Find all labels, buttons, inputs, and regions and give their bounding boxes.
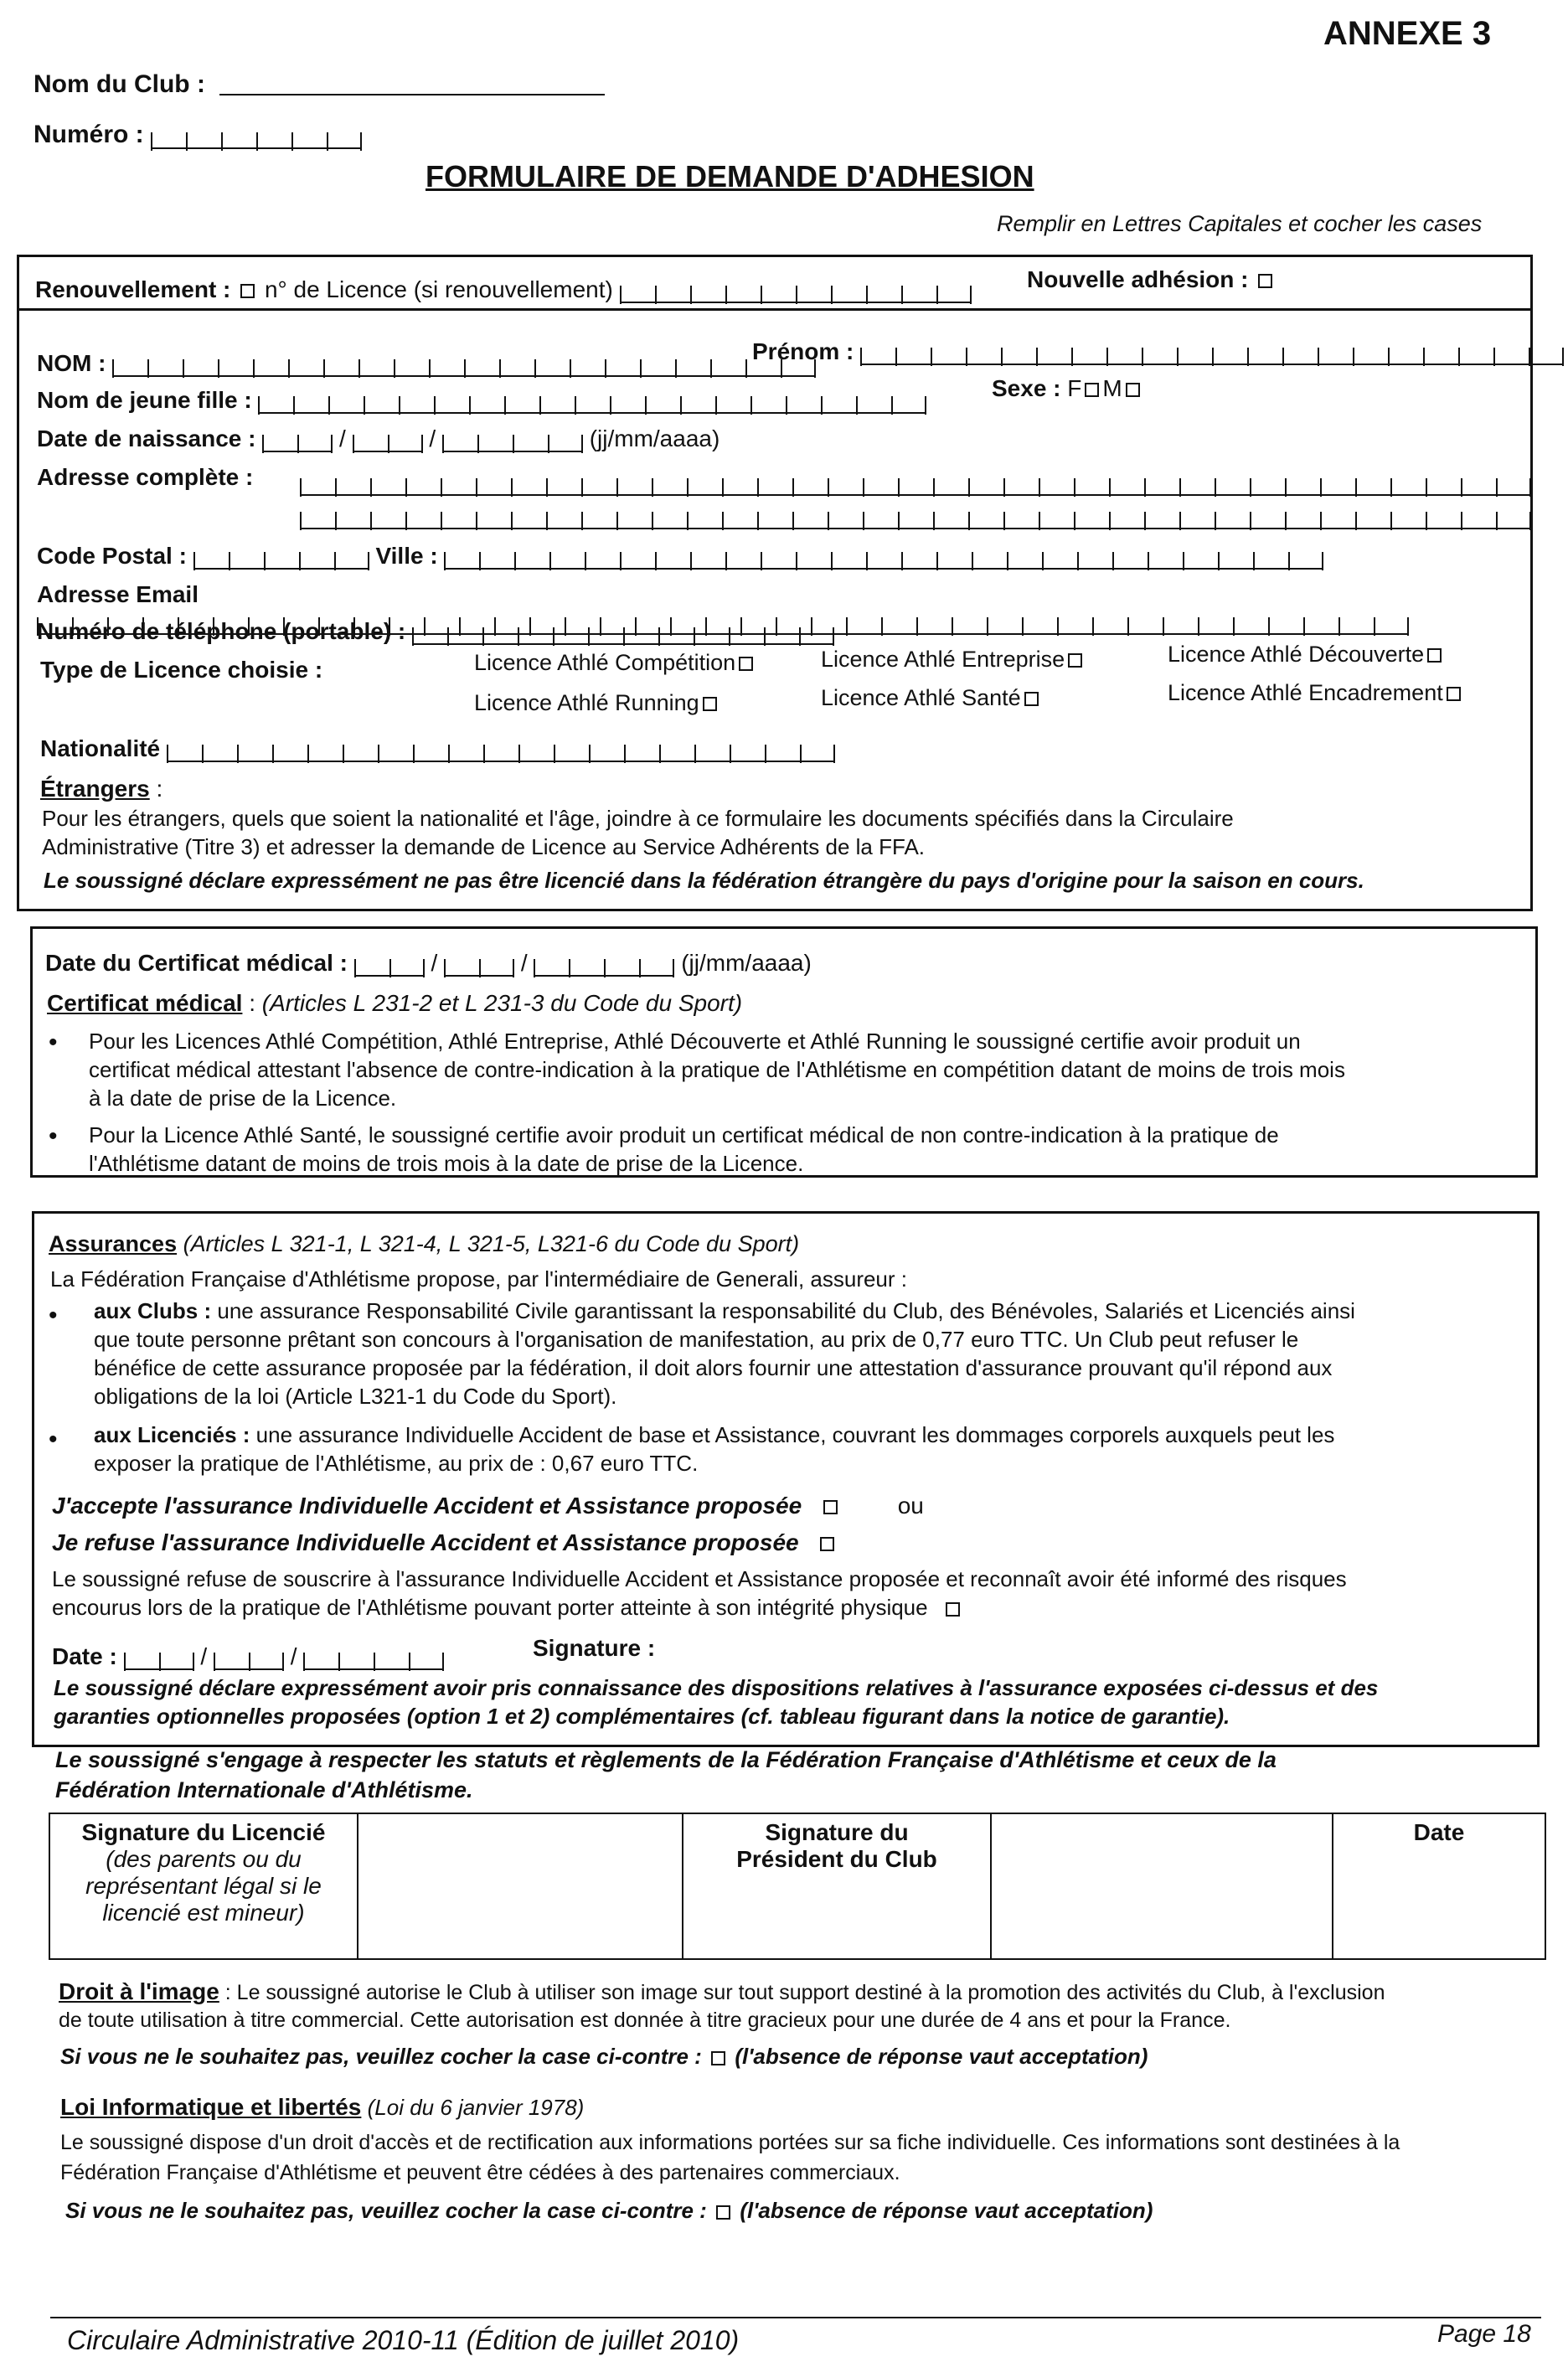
image-rights-line-1 bbox=[59, 1978, 1385, 2005]
refuse-checkbox[interactable] bbox=[820, 1537, 834, 1551]
email-label: Adresse Email bbox=[37, 581, 199, 607]
ville-label: Ville : bbox=[375, 543, 438, 569]
bullet-icon: • bbox=[49, 1426, 58, 1453]
ville-field[interactable] bbox=[444, 549, 1323, 570]
refuse-row bbox=[52, 1529, 838, 1556]
foreigners-text-1: Pour les étrangers, quels que soient la nationalité et l'âge, joindre à ce formulaire les documents spécifiés dans la Circulaire bbox=[42, 806, 1234, 831]
birth-month-field[interactable] bbox=[353, 432, 423, 452]
footer-left: Circulaire Administrative 2010-11 (Édition de juillet 2010) bbox=[67, 2325, 740, 2355]
insurance-decl-2: garanties optionnelles proposées (option 1 et 2) complémentaires (cf. tableau figurant dans la notice de garantie). bbox=[54, 1704, 1230, 1729]
privacy-ref: (Loi du 6 janvier 1978) bbox=[367, 2095, 585, 2120]
refuse-text-2-content: encourus lors de la pratique de l'Athlétisme pouvant porter atteinte à son intégrité physique bbox=[52, 1595, 928, 1620]
insurance-decl-1: Le soussigné déclare expressément avoir pris connaissance des dispositions relatives à l'assurance exposées ci-dessus et des bbox=[54, 1675, 1379, 1700]
insurance-ref: (Articles L 321-1, L 321-4, L 321-5, L321-6 du Code du Sport) bbox=[183, 1231, 800, 1256]
postal-field[interactable] bbox=[193, 549, 369, 570]
medical-day-field[interactable] bbox=[354, 957, 425, 977]
club-number-field[interactable] bbox=[151, 129, 362, 149]
insurance-lic-2: exposer la pratique de l'Athlétisme, au prix de : 0,67 euro TTC. bbox=[94, 1451, 699, 1476]
club-name-field[interactable] bbox=[219, 94, 605, 95]
nationality-row bbox=[40, 735, 835, 762]
insurance-clubs-2: que toute personne prêtant son concours à l'organisation de manifestation, au prix de 0,77 euro TTC. Un Club peut refuser le bbox=[94, 1327, 1299, 1352]
licence-option-competition[interactable]: Licence Athlé Compétition bbox=[474, 650, 756, 676]
medical-year-field[interactable] bbox=[534, 957, 674, 977]
signature-table bbox=[49, 1813, 1546, 1960]
refuse-text-2 bbox=[52, 1595, 963, 1621]
insurance-date-label: Date : bbox=[52, 1643, 117, 1669]
licence-competition-checkbox[interactable] bbox=[739, 657, 753, 671]
medical-b1-3: à la date de prise de la Licence. bbox=[89, 1086, 397, 1111]
licence-number-label: n° de Licence (si renouvellement) bbox=[264, 276, 613, 302]
image-rights-optout-checkbox[interactable] bbox=[711, 2051, 725, 2065]
accept-row bbox=[52, 1493, 924, 1519]
birth-row: Date de naissance : / / (jj/mm/aaaa) bbox=[37, 425, 720, 451]
licence-entreprise-checkbox[interactable] bbox=[1068, 653, 1082, 668]
sexe-m-label: M bbox=[1102, 375, 1122, 401]
medical-date-label: Date du Certificat médical : bbox=[45, 950, 348, 976]
annex-label: ANNEXE 3 bbox=[1323, 15, 1492, 52]
insurance-date-row: Date : / / bbox=[52, 1643, 444, 1670]
medical-month-field[interactable] bbox=[444, 957, 514, 977]
birth-label: Date de naissance : bbox=[37, 425, 256, 451]
licensee-note-3: licencié est mineur) bbox=[102, 1900, 305, 1926]
birth-day-field[interactable] bbox=[262, 432, 333, 452]
sexe-row bbox=[992, 375, 1143, 402]
insurance-clubs-1 bbox=[94, 1298, 1355, 1324]
insurance-clubs-4: obligations de la loi (Article L321-1 du Code du Sport). bbox=[94, 1384, 617, 1409]
image-rights-text-1: : Le soussigné autorise le Club à utiliser son image sur tout support destiné à la promotion des activités du Club, à l'exclusion bbox=[219, 1981, 1385, 2004]
refuse-label: Je refuse l'assurance Individuelle Accident et Assistance proposée bbox=[52, 1529, 799, 1555]
postal-label: Code Postal : bbox=[37, 543, 187, 569]
insurance-heading bbox=[49, 1231, 799, 1257]
insurance-clubs-text: une assurance Responsabilité Civile garantissant la responsabilité du Club, des Bénévoles, Salariés et Licenciés ainsi bbox=[217, 1298, 1355, 1323]
insurance-lic-label: aux Licenciés : bbox=[94, 1422, 250, 1447]
new-membership-checkbox[interactable] bbox=[1258, 274, 1272, 288]
privacy-text-2: Fédération Française d'Athlétisme et peuvent être cédées à des partenaires commerciaux. bbox=[60, 2161, 900, 2184]
engagement-2: Fédération Internationale d'Athlétisme. bbox=[55, 1777, 473, 1802]
medical-title: Certificat médical bbox=[47, 990, 243, 1016]
address-line-1[interactable] bbox=[300, 469, 1531, 496]
club-name-label: Nom du Club : bbox=[34, 70, 205, 98]
medical-b2-1: Pour la Licence Athlé Santé, le soussigné certifie avoir produit un certificat médical de non contre-indication à la pratique de bbox=[89, 1122, 1279, 1147]
licence-option-encadrement[interactable]: Licence Athlé Encadrement bbox=[1168, 680, 1464, 706]
insurance-year-field[interactable] bbox=[303, 1650, 444, 1670]
licensee-signature-title: Signature du Licencié bbox=[81, 1819, 326, 1845]
licence-option-decouverte[interactable]: Licence Athlé Découverte bbox=[1168, 642, 1445, 668]
licence-number-field[interactable] bbox=[620, 283, 972, 303]
licensee-note-1: (des parents ou du bbox=[106, 1846, 302, 1872]
engagement-1: Le soussigné s'engage à respecter les statuts et règlements de la Fédération Française d'Athlétisme et ceux de la bbox=[55, 1747, 1277, 1772]
licence-option-running[interactable]: Licence Athlé Running bbox=[474, 690, 720, 716]
licence-option-entreprise[interactable]: Licence Athlé Entreprise bbox=[821, 647, 1086, 673]
privacy-title: Loi Informatique et libertés bbox=[60, 2094, 362, 2120]
insurance-day-field[interactable] bbox=[124, 1650, 194, 1670]
birth-format: (jj/mm/aaaa) bbox=[589, 425, 720, 451]
or-label: ou bbox=[897, 1493, 924, 1519]
licence-decouverte-checkbox[interactable] bbox=[1427, 648, 1442, 663]
refuse-confirm-checkbox[interactable] bbox=[946, 1602, 960, 1617]
phone-field[interactable] bbox=[412, 625, 834, 645]
date-title: Date bbox=[1413, 1819, 1465, 1845]
president-title-2: Président du Club bbox=[736, 1846, 937, 1872]
phone-row bbox=[37, 618, 834, 645]
bullet-icon: • bbox=[49, 1029, 58, 1056]
privacy-text-1: Le soussigné dispose d'un droit d'accès et de rectification aux informations portées sur sa fiche individuelle. Ces informations sont destinées à la bbox=[60, 2131, 1400, 2154]
foreigners-title: Étrangers bbox=[40, 776, 150, 802]
sexe-f-checkbox[interactable] bbox=[1085, 383, 1099, 397]
president-title-1: Signature du bbox=[765, 1819, 909, 1845]
licence-encadrement-checkbox[interactable] bbox=[1447, 687, 1461, 701]
renewal-label: Renouvellement : bbox=[35, 276, 231, 302]
image-rights-optout-row bbox=[60, 2044, 1148, 2070]
renewal-checkbox[interactable] bbox=[240, 284, 255, 298]
club-number-label: Numéro : bbox=[34, 121, 362, 149]
licence-type-label: Type de Licence choisie : bbox=[40, 657, 323, 683]
refuse-text-1: Le soussigné refuse de souscrire à l'assurance Individuelle Accident et Assistance proposée et reconnaît avoir été informé des risques bbox=[52, 1566, 1347, 1591]
medical-b1-1: Pour les Licences Athlé Compétition, Athlé Entreprise, Athlé Découverte et Athlé Running le soussigné certifie avoir produit un bbox=[89, 1029, 1301, 1054]
foreigners-declaration: Le soussigné déclare expressément ne pas être licencié dans la fédération étrangère du pays d'origine pour la saison en cours. bbox=[44, 868, 1364, 893]
foreigners-heading bbox=[40, 776, 162, 802]
insurance-intro: La Fédération Française d'Athlétisme propose, par l'intermédiaire de Generali, assureur : bbox=[50, 1266, 908, 1292]
president-signature-area[interactable] bbox=[991, 1813, 1333, 1959]
nationality-label: Nationalité bbox=[40, 735, 161, 761]
maiden-row bbox=[37, 387, 926, 414]
insurance-clubs-3: bénéfice de cette assurance proposée par la fédération, il doit alors fournir une attestation d'assurance prouvant qu'il répond aux bbox=[94, 1355, 1333, 1380]
new-membership-label: Nouvelle adhésion : bbox=[1027, 266, 1249, 292]
nom-label: NOM : bbox=[37, 350, 106, 376]
new-membership-row bbox=[1027, 266, 1276, 293]
image-rights-optout-label: Si vous ne le souhaitez pas, veuillez cocher la case ci-contre : bbox=[60, 2044, 702, 2069]
insurance-signature-label: Signature : bbox=[533, 1635, 656, 1661]
medical-heading: Certificat médical : (Articles L 231-2 et L 231-3 du Code du Sport) bbox=[47, 990, 743, 1016]
medical-b2-2: l'Athlétisme datant de moins de trois mois à la date de prise de la Licence. bbox=[89, 1151, 804, 1176]
birth-year-field[interactable] bbox=[442, 432, 583, 452]
privacy-optout-row bbox=[65, 2198, 1153, 2224]
address-line-2[interactable] bbox=[300, 503, 1531, 529]
address-label: Adresse complète : bbox=[37, 464, 254, 490]
footer-rule bbox=[50, 2317, 1541, 2318]
privacy-optout-label: Si vous ne le souhaitez pas, veuillez cocher la case ci-contre : bbox=[65, 2198, 707, 2223]
medical-date-row: Date du Certificat médical : / / (jj/mm/aaaa) bbox=[45, 950, 812, 976]
form-title: FORMULAIRE DE DEMANDE D'ADHESION bbox=[426, 159, 1034, 193]
bullet-icon: • bbox=[49, 1302, 58, 1329]
licence-option-sante[interactable]: Licence Athlé Santé bbox=[821, 685, 1042, 711]
medical-ref: (Articles L 231-2 et L 231-3 du Code du Sport) bbox=[261, 990, 743, 1016]
maiden-field[interactable] bbox=[258, 394, 926, 414]
sexe-label: Sexe : bbox=[992, 375, 1061, 401]
nom-field[interactable] bbox=[112, 357, 816, 377]
image-rights-line-2: de toute utilisation à titre commercial. Cette autorisation est donnée à titre gracieux pour une durée de 4 ans et pour la France. bbox=[59, 2009, 1231, 2032]
date-cell[interactable] bbox=[1333, 1813, 1545, 1959]
privacy-heading bbox=[60, 2094, 584, 2121]
insurance-title: Assurances bbox=[49, 1231, 178, 1256]
prenom-row bbox=[752, 338, 1564, 365]
insurance-lic-text: une assurance Individuelle Accident de base et Assistance, couvrant les dommages corporels auxquels peut les bbox=[255, 1422, 1335, 1447]
insurance-clubs-label: aux Clubs : bbox=[94, 1298, 212, 1323]
renewal-row bbox=[35, 276, 972, 303]
prenom-field[interactable] bbox=[860, 345, 1564, 365]
sexe-f-label: F bbox=[1067, 375, 1082, 401]
sexe-m-checkbox[interactable] bbox=[1126, 383, 1140, 397]
president-signature-cell bbox=[683, 1813, 991, 1959]
licence-running-checkbox[interactable] bbox=[703, 697, 717, 711]
phone-label: Numéro de téléphone (portable) : bbox=[37, 618, 406, 644]
licensee-signature-area[interactable] bbox=[358, 1813, 683, 1959]
instruction-text: Remplir en Lettres Capitales et cocher les cases bbox=[997, 211, 1483, 236]
accept-checkbox[interactable] bbox=[823, 1500, 838, 1514]
licensee-note-2: représentant légal si le bbox=[85, 1873, 322, 1899]
postal-row bbox=[37, 543, 1323, 570]
foreigners-colon: : bbox=[149, 776, 163, 802]
footer-page: Page 18 bbox=[1437, 2320, 1531, 2348]
licence-sante-checkbox[interactable] bbox=[1024, 692, 1039, 706]
foreigners-text-2: Administrative (Titre 3) et adresser la demande de Licence au Service Adhérents de la FFA. bbox=[42, 834, 926, 859]
insurance-month-field[interactable] bbox=[214, 1650, 284, 1670]
bullet-icon: • bbox=[49, 1122, 58, 1150]
prenom-label: Prénom : bbox=[752, 338, 854, 364]
licensee-signature-cell bbox=[49, 1813, 358, 1959]
insurance-lic-1 bbox=[94, 1422, 1334, 1448]
image-rights-title: Droit à l'image bbox=[59, 1978, 219, 2004]
accept-label: J'accepte l'assurance Individuelle Accident et Assistance proposée bbox=[52, 1493, 802, 1519]
nationality-field[interactable] bbox=[167, 742, 835, 762]
image-rights-optout-note: (l'absence de réponse vaut acceptation) bbox=[735, 2044, 1148, 2069]
privacy-optout-note: (l'absence de réponse vaut acceptation) bbox=[740, 2198, 1153, 2223]
medical-date-format: (jj/mm/aaaa) bbox=[681, 950, 812, 976]
privacy-optout-checkbox[interactable] bbox=[716, 2205, 730, 2220]
maiden-label: Nom de jeune fille : bbox=[37, 387, 252, 413]
medical-b1-2: certificat médical attestant l'absence de contre-indication à la pratique de l'Athlétisme en compétition datant de moins de trois mois bbox=[89, 1057, 1345, 1082]
nom-row bbox=[37, 350, 816, 377]
